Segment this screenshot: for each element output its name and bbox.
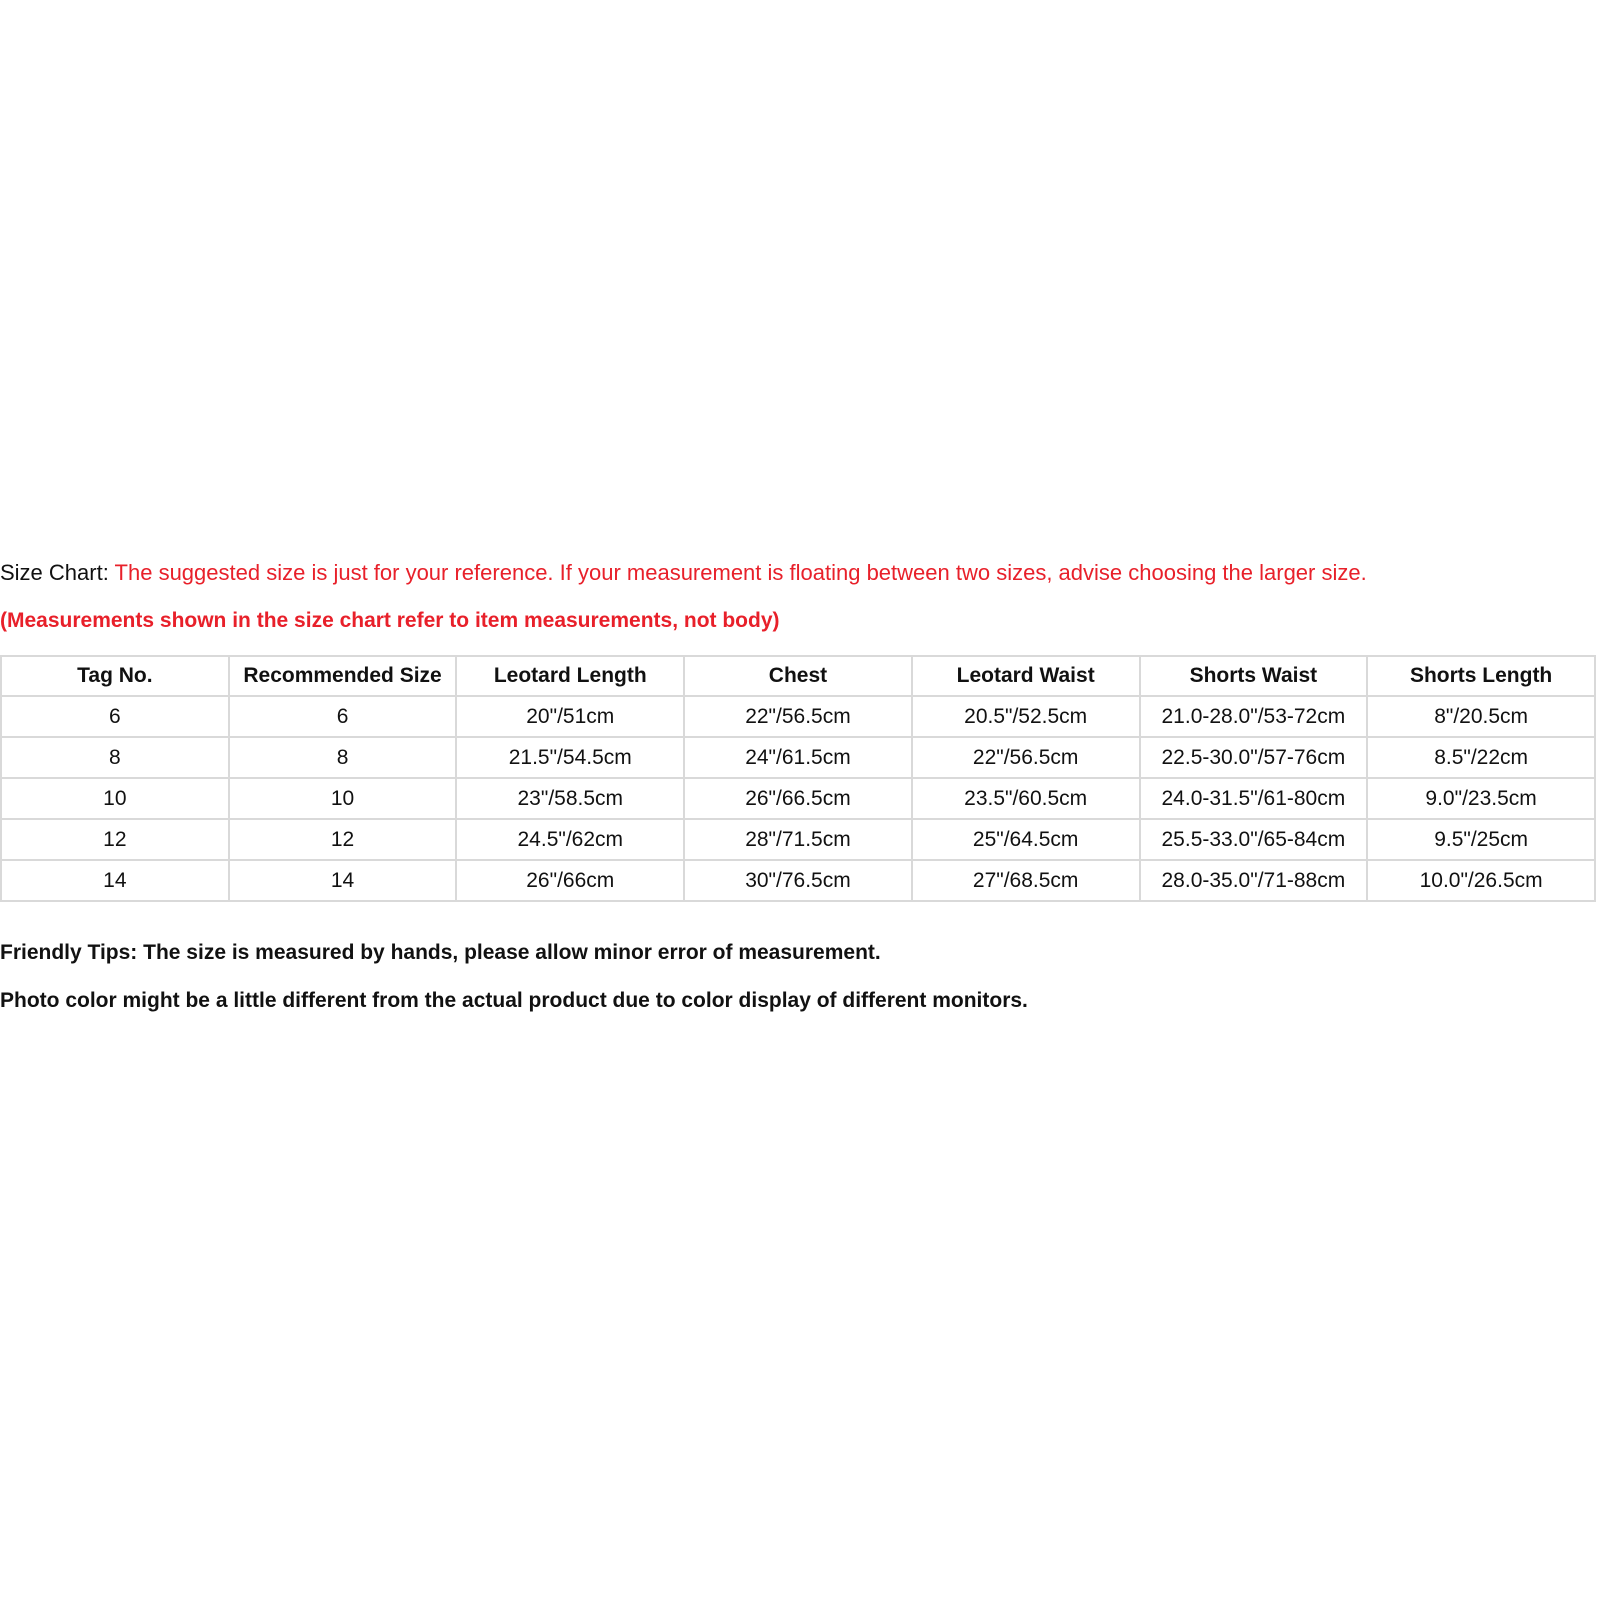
table-cell: 8.5"/22cm bbox=[1367, 737, 1595, 778]
size-chart-intro bbox=[0, 560, 1600, 586]
table-cell: 14 bbox=[1, 860, 229, 901]
size-table bbox=[0, 655, 1596, 902]
header-shorts-waist: Shorts Waist bbox=[1140, 656, 1368, 696]
table-cell: 21.0-28.0"/53-72cm bbox=[1140, 696, 1368, 737]
table-row bbox=[1, 819, 1595, 860]
tip-measurement: Friendly Tips: The size is measured by hands, please allow minor error of measurement. bbox=[0, 941, 881, 964]
table-cell: 24.5"/62cm bbox=[456, 819, 684, 860]
header-leotard-length: Leotard Length bbox=[456, 656, 684, 696]
table-cell: 9.0"/23.5cm bbox=[1367, 778, 1595, 819]
table-cell: 8"/20.5cm bbox=[1367, 696, 1595, 737]
header-chest: Chest bbox=[684, 656, 912, 696]
header-leotard-waist: Leotard Waist bbox=[912, 656, 1140, 696]
table-cell: 10 bbox=[1, 778, 229, 819]
table-cell: 22.5-30.0"/57-76cm bbox=[1140, 737, 1368, 778]
table-cell: 10.0"/26.5cm bbox=[1367, 860, 1595, 901]
friendly-tips bbox=[0, 940, 1600, 1014]
size-chart-section bbox=[0, 560, 1600, 1036]
table-row bbox=[1, 696, 1595, 737]
table-cell: 25.5-33.0"/65-84cm bbox=[1140, 819, 1368, 860]
table-cell: 10 bbox=[229, 778, 457, 819]
table-cell: 24"/61.5cm bbox=[684, 737, 912, 778]
table-cell: 8 bbox=[229, 737, 457, 778]
table-row bbox=[1, 778, 1595, 819]
measurement-note: (Measurements shown in the size chart refer to item measurements, not body) bbox=[0, 609, 780, 632]
table-cell: 28"/71.5cm bbox=[684, 819, 912, 860]
table-cell: 23.5"/60.5cm bbox=[912, 778, 1140, 819]
table-cell: 12 bbox=[229, 819, 457, 860]
header-tag-no: Tag No. bbox=[1, 656, 229, 696]
header-shorts-length: Shorts Length bbox=[1367, 656, 1595, 696]
table-row bbox=[1, 737, 1595, 778]
table-cell: 12 bbox=[1, 819, 229, 860]
size-chart-separator: : bbox=[102, 560, 115, 585]
table-cell: 6 bbox=[229, 696, 457, 737]
table-cell: 26"/66cm bbox=[456, 860, 684, 901]
table-cell: 20.5"/52.5cm bbox=[912, 696, 1140, 737]
table-header-row bbox=[1, 656, 1595, 696]
table-cell: 21.5"/54.5cm bbox=[456, 737, 684, 778]
table-cell: 22"/56.5cm bbox=[912, 737, 1140, 778]
table-cell: 25"/64.5cm bbox=[912, 819, 1140, 860]
table-cell: 30"/76.5cm bbox=[684, 860, 912, 901]
table-cell: 14 bbox=[229, 860, 457, 901]
table-cell: 27"/68.5cm bbox=[912, 860, 1140, 901]
size-chart-message: The suggested size is just for your reference. If your measurement is floating between two sizes, advise choosing the larger size. bbox=[114, 560, 1367, 585]
table-cell: 24.0-31.5"/61-80cm bbox=[1140, 778, 1368, 819]
table-cell: 28.0-35.0"/71-88cm bbox=[1140, 860, 1368, 901]
tip-photo-color: Photo color might be a little different from the actual product due to color display of different monitors. bbox=[0, 989, 1028, 1012]
table-cell: 23"/58.5cm bbox=[456, 778, 684, 819]
table-cell: 9.5"/25cm bbox=[1367, 819, 1595, 860]
table-row bbox=[1, 860, 1595, 901]
table-cell: 26"/66.5cm bbox=[684, 778, 912, 819]
table-cell: 22"/56.5cm bbox=[684, 696, 912, 737]
table-cell: 6 bbox=[1, 696, 229, 737]
size-chart-label: Size Chart bbox=[0, 560, 103, 585]
header-recommended-size: Recommended Size bbox=[229, 656, 457, 696]
table-cell: 8 bbox=[1, 737, 229, 778]
table-cell: 20"/51cm bbox=[456, 696, 684, 737]
